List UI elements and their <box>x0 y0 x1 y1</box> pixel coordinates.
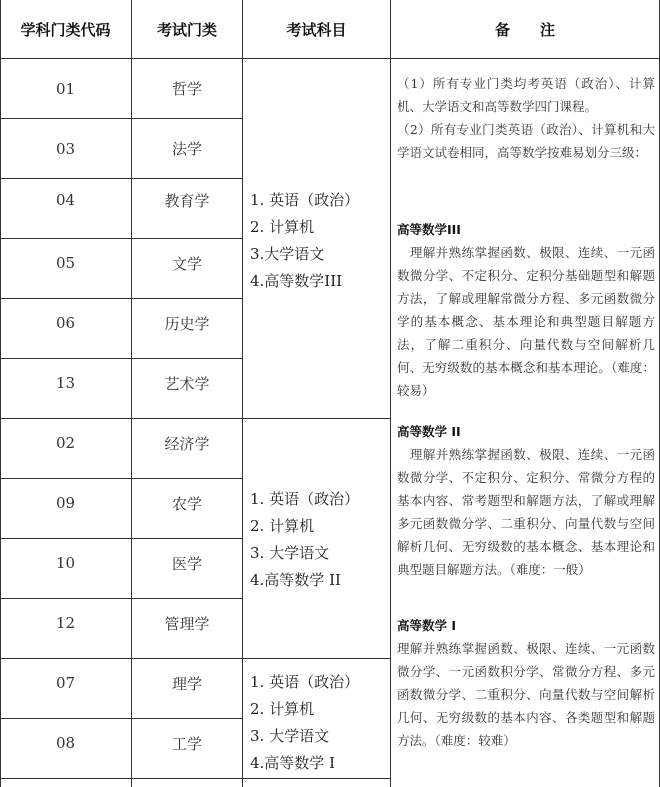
header-category: 考试门类 <box>156 20 217 39</box>
row-category: 文学 <box>171 254 202 273</box>
row-code: 01 <box>55 79 76 98</box>
row-code: 06 <box>55 314 76 332</box>
row-category: 历史学 <box>164 314 210 333</box>
row-category: 理学 <box>171 674 202 693</box>
remark-intro-1: （1）所有专业门类均考英语（政治）、计算机、大学语文和高等数学四门课程。 <box>397 76 655 114</box>
remark-math1 <box>397 614 655 752</box>
subject-item: 3. 大学语文 <box>250 727 330 745</box>
subject-item: 4.高等数学 I <box>250 754 336 772</box>
row-code: 05 <box>55 254 76 272</box>
row-category: 教育学 <box>164 191 210 210</box>
remark-math1-title: 高等数学 I <box>397 618 457 633</box>
row-category: 工学 <box>171 734 202 753</box>
table-border-bottom <box>0 778 390 779</box>
row-category: 管理学 <box>164 614 210 633</box>
row-code: 03 <box>55 139 76 158</box>
row-category: 农学 <box>171 494 202 513</box>
table-divider-col3 <box>390 0 391 787</box>
row-code: 04 <box>55 191 76 209</box>
row-code: 07 <box>55 674 76 692</box>
header-subjects: 考试科目 <box>286 20 347 39</box>
subject-item: 1. 英语（政治） <box>250 673 360 691</box>
subject-group-math1 <box>250 669 359 777</box>
subject-item: 4.高等数学 II <box>250 571 341 589</box>
header-code: 学科门类代码 <box>20 20 111 39</box>
row-code: 10 <box>55 554 76 572</box>
row-category: 艺术学 <box>164 374 210 393</box>
remark-math3-body: 理解并熟练掌握函数、极限、连续、一元函数微分学、不定积分、定积分基础题型和解题方法，了解或理解常微分方程、多元函数微分学的基本概念、基本理论和典型题目解题方法，了解二重积分、向量代数与空间解析几何、无穷级数的基本概念和基本理论。（难度：较易） <box>397 245 655 398</box>
subject-item: 2. 计算机 <box>250 700 315 718</box>
subject-item: 2. 计算机 <box>250 218 315 236</box>
remark-math3-title: 高等数学III <box>397 222 461 237</box>
subject-item: 3. 大学语文 <box>250 544 330 562</box>
header-remarks: 备 注 <box>494 20 555 39</box>
subject-item: 2. 计算机 <box>250 517 315 535</box>
subject-group-math3 <box>250 187 359 295</box>
row-category: 哲学 <box>171 80 202 98</box>
remark-math2 <box>397 420 655 581</box>
row-code: 13 <box>55 374 76 392</box>
remark-intro-2: （2）所有专业门类英语（政治）、计算机和大学语文试卷相同，高等数学按难易划分三级： <box>397 122 655 160</box>
remark-math1-body: 理解并熟练掌握函数、极限、连续、一元函数微分学、一元函数积分学、常微分方程、多元函数微分学、二重积分、向量代数与空间解析几何、无穷级数的基本内容、各类题型和解题方法。（难度：较难） <box>397 641 655 748</box>
subject-item: 4.高等数学III <box>250 272 343 290</box>
row-category: 医学 <box>171 554 202 573</box>
remark-math2-body: 理解并熟练掌握函数、极限、连续、一元函数微分学、不定积分、定积分、常微分方程的基本内容、常考题型和解题方法，了解或理解多元函数微分学、二重积分、向量代数与空间解析几何、无穷级数的基本概念、基本理论和典型题目解题方法。（难度：一般） <box>397 447 655 577</box>
subject-item: 1. 英语（政治） <box>250 490 360 508</box>
remark-math2-title: 高等数学 II <box>397 424 461 439</box>
remark-math3 <box>397 218 655 402</box>
row-code: 12 <box>55 614 76 632</box>
row-category: 经济学 <box>164 434 210 453</box>
row-code: 02 <box>55 434 76 452</box>
row-code: 08 <box>55 734 76 752</box>
remark-intro <box>397 72 655 164</box>
row-code: 09 <box>55 494 76 512</box>
subject-item: 3.大学语文 <box>250 245 325 263</box>
table-divider-col2 <box>242 0 243 787</box>
subject-group-math2 <box>250 486 359 594</box>
subject-item: 1. 英语（政治） <box>250 191 360 209</box>
row-category: 法学 <box>171 140 202 158</box>
